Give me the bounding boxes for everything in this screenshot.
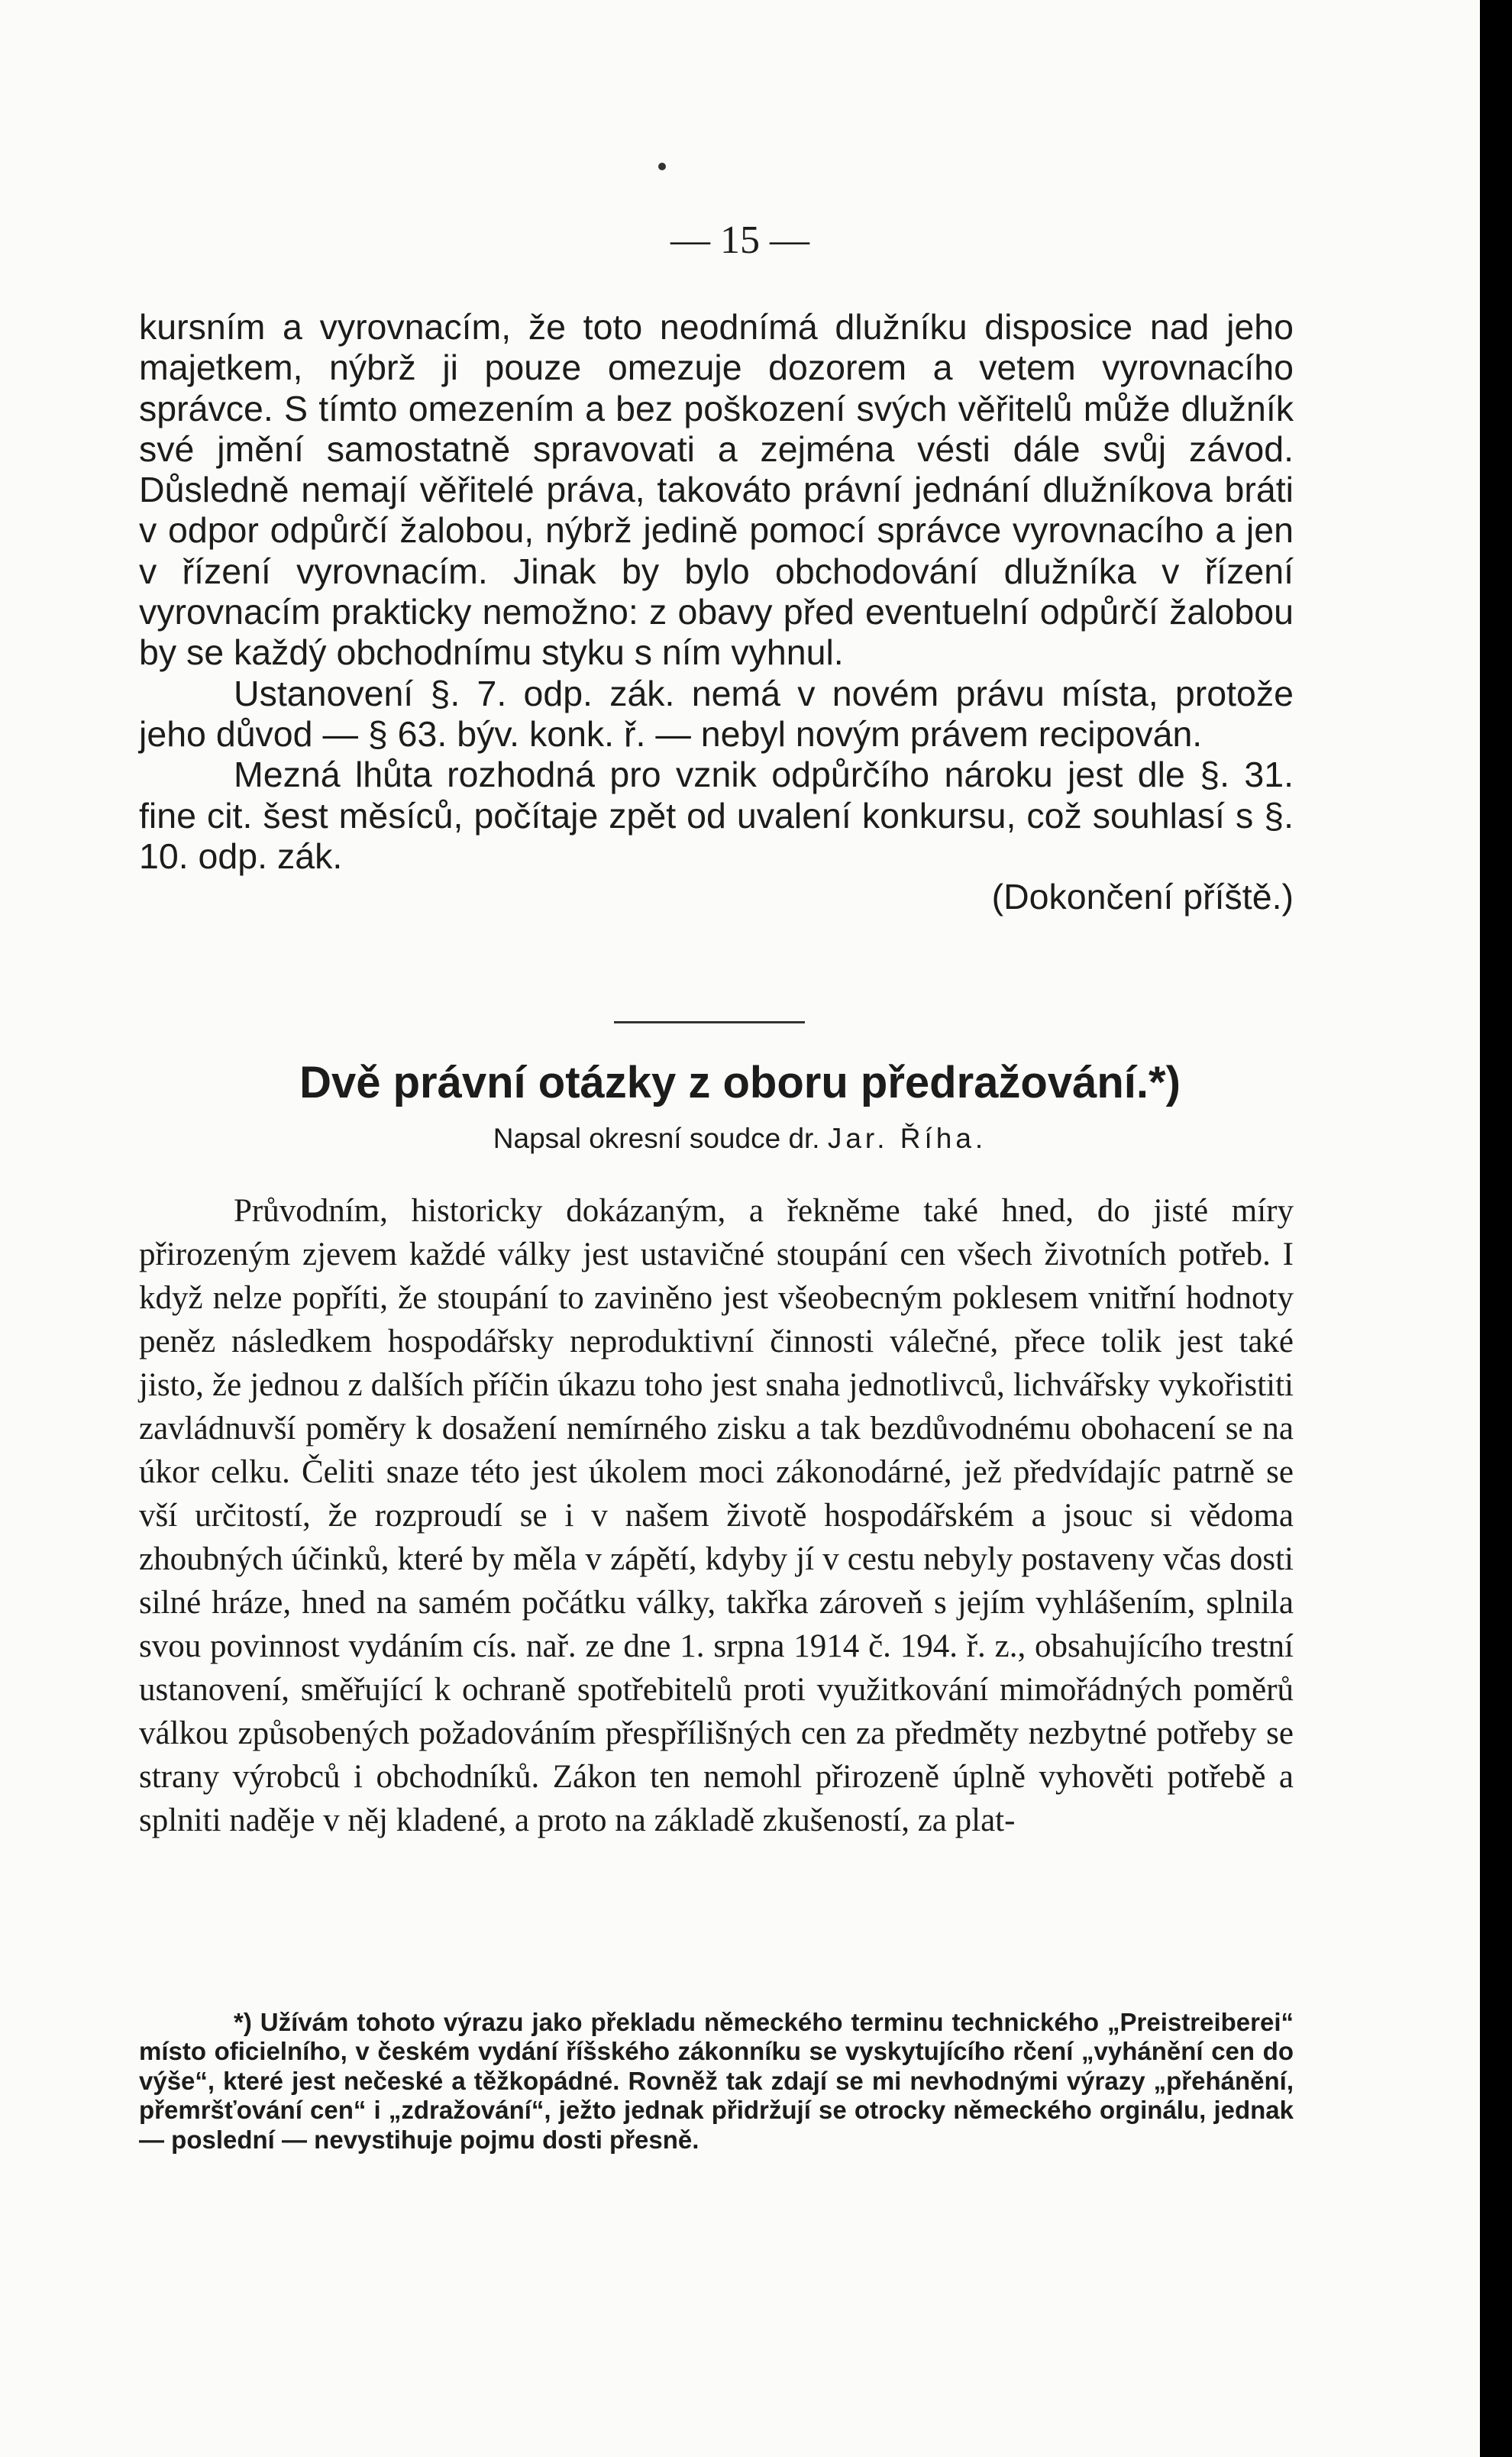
byline-prefix: Napsal okresní soudce dr. xyxy=(493,1123,820,1154)
author-name: Jar. Říha. xyxy=(827,1123,987,1154)
ink-dot xyxy=(658,163,666,170)
section-separator xyxy=(614,1021,805,1023)
article-title: Dvě právní otázky z oboru předražování.*) xyxy=(299,1058,1181,1107)
closing-line xyxy=(139,877,1294,917)
scan-border xyxy=(1480,0,1512,2457)
article-body: Průvodním, historicky dokázaným, a řekněme také hned, do jisté míry přirozeným zjevem každé války jest ustavičné stoupání cen všech životních potřeb. I když nelze popříti, že stoupání to zaviněno jest všeobecným poklesem vnitřní hodnoty peněz následkem hospodářsky neproduktivní činnosti válečné, přece tolik jest také jisto, že jednou z dalších příčin úkazu toho jest snaha jednotlivců, lichvářsky vykořistiti zavládnuvší poměry k dosažení nemírného zisku a tak bezdůvodnému obohacení se na úkor celku. Čeliti snaze této jest úkolem moci zákonodárné, jež předvídajíc patrně se vší určitostí, že rozproudí se i v našem životě hospodářském a jsouc si vědoma zhoubných účinků, které by měla v zápětí, kdyby jí v cestu nebyly postaveny včas dosti silné hráze, hned na samém počátku války, takřka zároveň s jejím vyhlášením, splnila svou povinnost vydáním cís. nař. ze dne 1. srpna 1914 č. 194. ř. z., obsahujícího trestní ustanovení, směřující k ochraně spotřebitelů proti využitkování mimořádných poměrů válkou způsobených požadováním přespřílišných cen za předměty nezbytné potřeby se strany výrobců i obchodníků. Zákon ten nemohl přirozeně úplně vyhověti potřebě a splniti naděje v něj kladené, a proto na základě zkušeností, za plat- xyxy=(139,1193,1294,1838)
previous-section xyxy=(139,307,1294,917)
paragraph: Mezná lhůta rozhodná pro vznik odpůrčího nároku jest dle §. 31. fine cit. šest měsíců, počítaje zpět od uvalení konkursu, což souhlasí s §. 10. odp. zák. xyxy=(139,755,1294,876)
footnote: *) Užívám tohoto výrazu jako překladu německého terminu technického „Preistreiberei“ místo oficielního, v českém vydání říšského zákonníku se vyskytujícího rčení „vyhánění cen do výše“, které jest nečeské a těžkopádné. Rovněž tak zdají se mi nevhodnými výrazy „přehánění, přemršťování cen“ i „zdražování“, ježto jednak přidržují se otrocky německého orginálu, jednak — poslední — nevystihuje pojmu dosti přesně. xyxy=(139,2008,1294,2154)
byline xyxy=(0,1122,1480,1156)
paragraph: Ustanovení §. 7. odp. zák. nemá v novém právu místa, protože jeho důvod — § 63. býv. konk. ř. — nebyl novým právem recipován. xyxy=(139,673,1294,754)
paragraph: kursním a vyrovnacím, že toto neodnímá dlužníku disposice nad jeho majetkem, nýbrž ji pouze omezuje dozorem a vetem vyrovnacího správce. S tímto omezením a bez poškození svých věřitelů může dlužník své jmění samostatně spravovati a zejména vésti dále svůj závod. Důsledně nemají věřitelé práva, takováto právní jednání dlužníkova bráti v odpor odpůrčí žalobou, nýbrž jedině pomocí správce vyrovnacího a jen v řízení vyrovnacím. Jinak by bylo obchodování dlužníka v řízení vyrovnacím prakticky nemožno: z obavy před eventuelní odpůrčí žalobou by se každý obchodnímu styku s ním vyhnul. xyxy=(139,307,1294,673)
page-number: — 15 — xyxy=(670,218,809,262)
continuation-note: (Dokončení příště.) xyxy=(991,877,1294,917)
